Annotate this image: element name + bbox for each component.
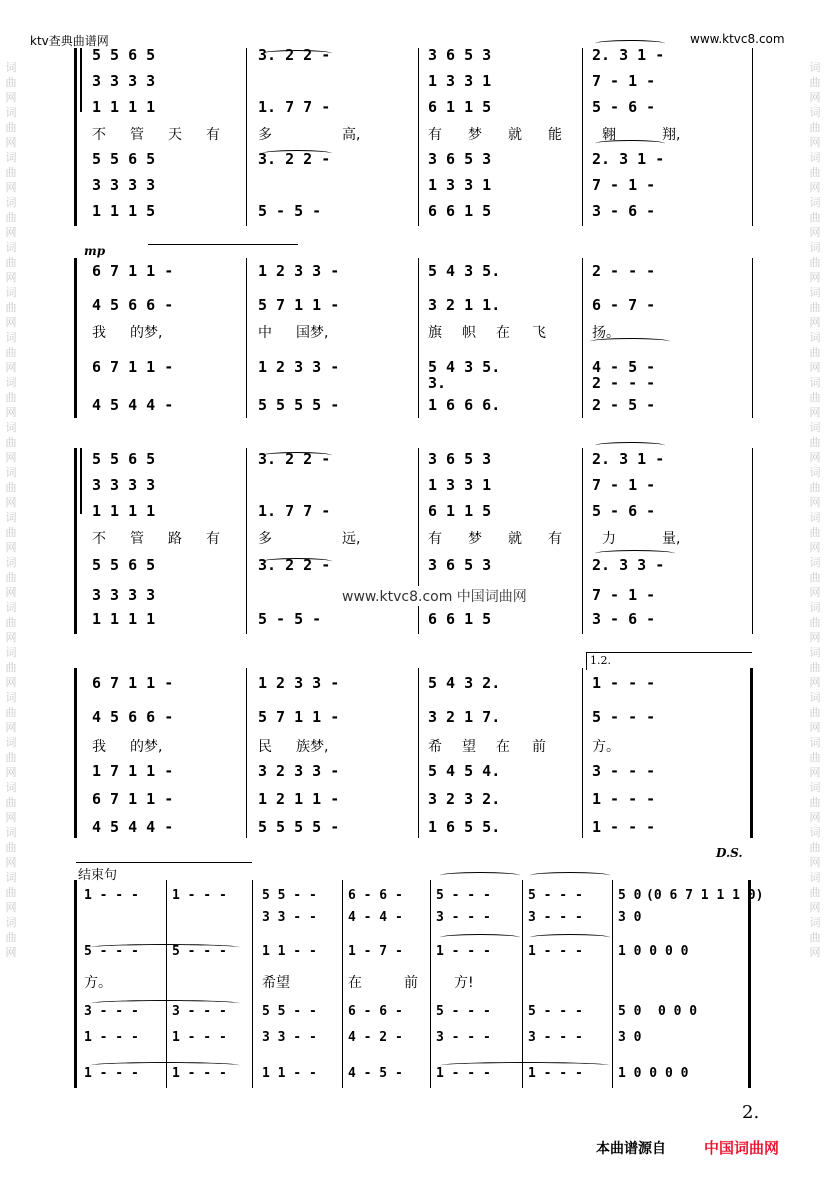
- s3-row-6: 1 1 1 1 5 - 5 - 6 6 1 5 3 - 6 -: [92, 610, 656, 628]
- ds-marking: D.S.: [716, 846, 743, 860]
- s1-row-5: 3 3 3 3 1 3 3 1 7 - 1 -: [92, 176, 656, 194]
- s1-row-1: 5 5 6 5 3. 2 2 - 3 6 5 3 2. 3 1 -: [92, 46, 665, 64]
- s1-row-4: 5 5 6 5 3. 2 2 - 3 6 5 3 2. 3 1 -: [92, 150, 665, 168]
- s5-row-1: 1 - - - 1 - - - 5 5 - - 6 - 6 - 5 - - - 5 - - - 5 0 (0 6 7 1 1 1 0): [84, 888, 764, 903]
- footer-source-label: 本曲谱源自: [596, 1141, 666, 1157]
- s4-row-2: 4 5 6 6 - 5 7 1 1 - 3 2 1 7. 5 - - -: [92, 708, 656, 726]
- page-number: 2.: [742, 1102, 760, 1123]
- s3-row-1: 5 5 6 5 3. 2 2 - 3 6 5 3 2. 3 1 -: [92, 450, 665, 468]
- s5-row-6: 1 - - - 1 - - - 1 1 - - 4 - 5 - 1 - - - 1 - - - 1 0 0 0 0: [84, 1066, 689, 1081]
- header-right-site: www.ktvc8.com: [690, 32, 785, 46]
- s3-row-5: 3 3 3 3 7 - 1 -: [92, 586, 656, 604]
- left-side-watermark: 词曲网词曲网词曲网词曲网词曲网词曲网词曲网词曲网词曲网词曲网词曲网词曲网词曲网词曲网词曲网词曲网词曲网词曲网词曲网词曲网: [5, 61, 17, 959]
- s4-row-4: 6 7 1 1 - 1 2 1 1 - 3 2 3 2. 1 - - -: [92, 790, 656, 808]
- s5-row-2: 3 3 - - 4 - 4 - 3 - - - 3 - - - 3 0: [262, 910, 642, 925]
- center-watermark: www.ktvc8.com 中国词曲网: [340, 586, 529, 606]
- s2-row-4: 3. 2 - - -: [428, 374, 656, 392]
- s5-row-4: 3 - - - 3 - - - 5 5 - - 6 - 6 - 5 - - - 5 - - - 5 0 0 0 0: [84, 1004, 698, 1019]
- s2-lyrics: 我 的梦, 中 国梦, 旗 帜 在 飞 扬。: [92, 325, 620, 341]
- s4-row-3: 1 7 1 1 - 3 2 3 3 - 5 4 5 4. 3 - - -: [92, 762, 656, 780]
- s5-row-5: 1 - - - 1 - - - 3 3 - - 4 - 2 - 3 - - - 3 - - - 3 0: [84, 1030, 642, 1045]
- s3-row-4: 5 5 6 5 3. 2 2 - 3 6 5 3 2. 3 3 -: [92, 556, 665, 574]
- header-left-site: ktv查典曲谱网: [30, 34, 109, 48]
- coda-label: 结束句: [78, 868, 118, 883]
- footer-brand: 中国词曲网: [704, 1139, 780, 1157]
- s4-row-5: 4 5 4 4 - 5 5 5 5 - 1 6 5 5. 1 - - -: [92, 818, 656, 836]
- s2-row-3: 6 7 1 1 - 1 2 3 3 - 5 4 3 5. 4 - 5 -: [92, 358, 656, 376]
- s3-row-2: 3 3 3 3 1 3 3 1 7 - 1 -: [92, 476, 656, 494]
- volta-label: 1.2.: [590, 654, 611, 667]
- s5-lyrics: 方。 希望 在 前 方!: [84, 975, 474, 991]
- s4-lyrics: 我 的梦, 民 族梦, 希 望 在 前 方。: [92, 739, 620, 755]
- s5-row-3: 5 - - - 5 - - - 1 1 - - 1 - 7 - 1 - - - 1 - - - 1 0 0 0 0: [84, 944, 689, 959]
- s4-row-1: 6 7 1 1 - 1 2 3 3 - 5 4 3 2. 1 - - -: [92, 674, 656, 692]
- s1-row-2: 3 3 3 3 1 3 3 1 7 - 1 -: [92, 72, 656, 90]
- s2-row-1: 6 7 1 1 - 1 2 3 3 - 5 4 3 5. 2 - - -: [92, 262, 656, 280]
- dynamic-mp: mp: [84, 244, 106, 258]
- right-side-watermark: 词曲网词曲网词曲网词曲网词曲网词曲网词曲网词曲网词曲网词曲网词曲网词曲网词曲网词曲网词曲网词曲网词曲网词曲网词曲网词曲网: [809, 61, 821, 959]
- s2-row-5: 4 5 4 4 - 5 5 5 5 - 1 6 6 6. 2 - 5 -: [92, 396, 656, 414]
- s3-lyrics: 不 管 路 有 多 远, 有 梦 就 有 力 量,: [92, 531, 681, 547]
- s3-row-3: 1 1 1 1 1. 7 7 - 6 1 1 5 5 - 6 -: [92, 502, 656, 520]
- s1-row-3: 1 1 1 1 1. 7 7 - 6 1 1 5 5 - 6 -: [92, 98, 656, 116]
- s2-row-2: 4 5 6 6 - 5 7 1 1 - 3 2 1 1. 6 - 7 -: [92, 296, 656, 314]
- s1-lyrics: 不 管 天 有 多 高, 有 梦 就 能 翱 翔,: [92, 127, 681, 143]
- s1-row-6: 1 1 1 5 5 - 5 - 6 6 1 5 3 - 6 -: [92, 202, 656, 220]
